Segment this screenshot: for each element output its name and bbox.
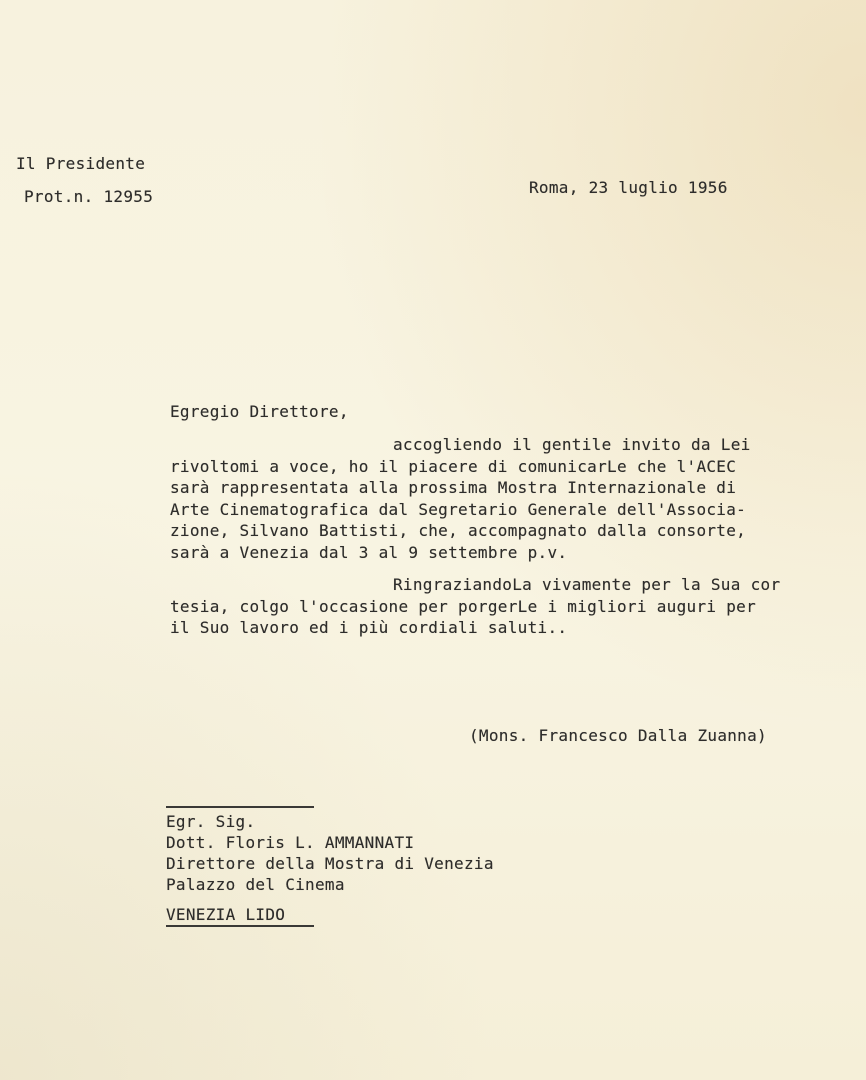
sender-role: Il Presidente [16, 154, 146, 173]
recipient-line: Egr. Sig. [166, 812, 256, 831]
body-paragraph-1-first-line: accogliendo il gentile invito da Lei [393, 435, 751, 454]
recipient-line: Direttore della Mostra di Venezia [166, 854, 494, 873]
recipient-city: VENEZIA LIDO [166, 905, 286, 924]
body-paragraph-2-first-line: RingraziandoLa vivamente per la Sua cor [393, 575, 781, 594]
body-paragraph-1-line: sarà a Venezia dal 3 al 9 settembre p.v. [170, 543, 568, 562]
body-paragraph-2-line: tesia, colgo l'occasione per porgerLe i migliori auguri per [170, 597, 757, 616]
recipient-city-underline [166, 925, 314, 927]
protocol-number: Prot.n. 12955 [24, 187, 154, 206]
body-paragraph-1-line: zione, Silvano Battisti, che, accompagnato dalla consorte, [170, 521, 747, 540]
body-paragraph-1-line: sarà rappresentata alla prossima Mostra Internazionale di [170, 478, 737, 497]
body-paragraph-1-line: Arte Cinematografica dal Segretario Generale dell'Associa- [170, 500, 747, 519]
salutation: Egregio Direttore, [170, 402, 349, 421]
recipient-line: Palazzo del Cinema [166, 875, 345, 894]
body-paragraph-2-line: il Suo lavoro ed i più cordiali saluti.. [170, 618, 568, 637]
body-paragraph-1-line: rivoltomi a voce, ho il piacere di comunicarLe che l'ACEC [170, 457, 737, 476]
recipient-line: Dott. Floris L. AMMANNATI [166, 833, 415, 852]
place-date: Roma, 23 luglio 1956 [529, 178, 728, 197]
signature: (Mons. Francesco Dalla Zuanna) [469, 726, 767, 745]
recipient-top-rule [166, 806, 314, 808]
